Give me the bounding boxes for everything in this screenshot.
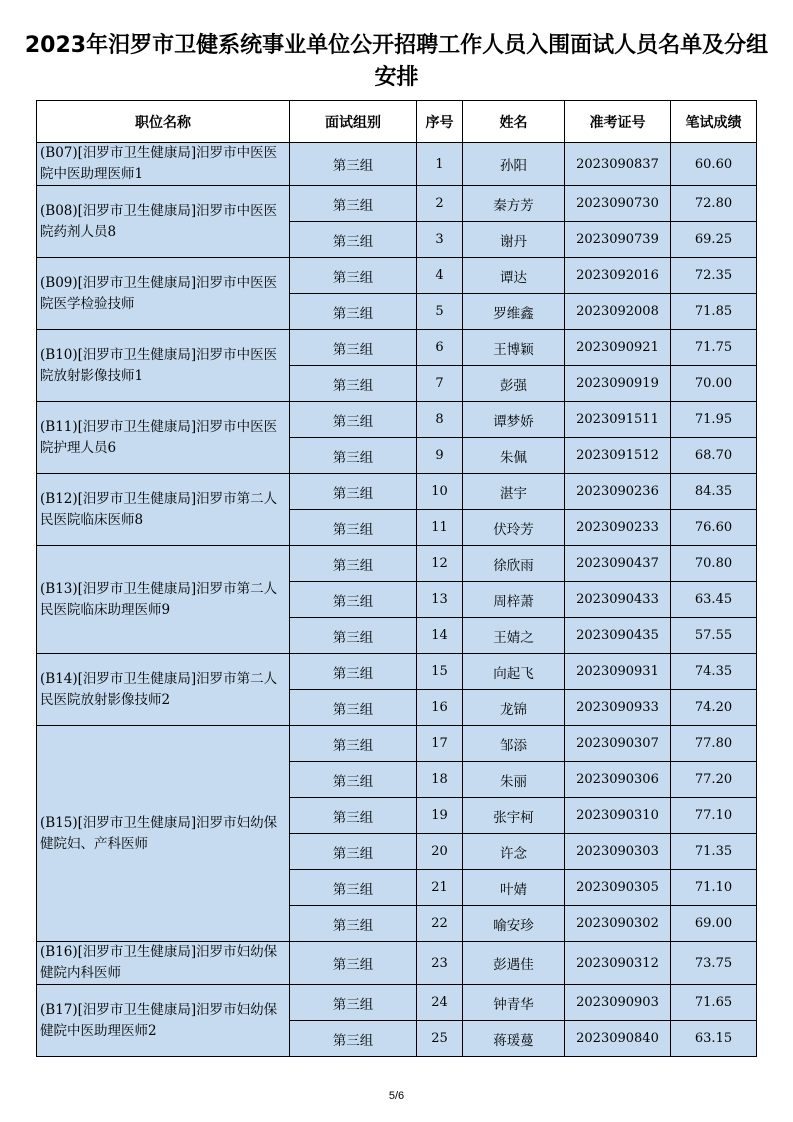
table-row: [37, 985, 757, 1021]
serial-number: 5: [417, 294, 463, 330]
admission-ticket: 2023090931: [565, 654, 671, 690]
serial-number: 11: [417, 510, 463, 546]
admission-ticket: 2023092016: [565, 258, 671, 294]
table-row: [37, 474, 757, 510]
written-score: 69.00: [671, 906, 757, 942]
candidate-name: 谢丹: [463, 222, 565, 258]
header-position: 职位名称: [37, 101, 290, 143]
admission-ticket: 2023090903: [565, 985, 671, 1021]
interview-group: 第三组: [290, 546, 417, 582]
table-row: [37, 942, 757, 985]
interview-group: 第三组: [290, 762, 417, 798]
candidate-name: 秦方芳: [463, 186, 565, 222]
interview-group: 第三组: [290, 654, 417, 690]
admission-ticket: 2023090840: [565, 1021, 671, 1057]
interview-group: 第三组: [290, 330, 417, 366]
candidate-name: 伏玲芳: [463, 510, 565, 546]
serial-number: 4: [417, 258, 463, 294]
admission-ticket: 2023090302: [565, 906, 671, 942]
candidate-name: 谭梦娇: [463, 402, 565, 438]
candidate-name: 朱丽: [463, 762, 565, 798]
position-name: (B07)[汨罗市卫生健康局]汨罗市中医医院中医助理医师1: [37, 143, 290, 186]
serial-number: 8: [417, 402, 463, 438]
header-ticket: 准考证号: [565, 101, 671, 143]
serial-number: 22: [417, 906, 463, 942]
position-name: (B14)[汨罗市卫生健康局]汨罗市第二人民医院放射影像技师2: [37, 654, 290, 726]
admission-ticket: 2023090303: [565, 834, 671, 870]
table-row: [37, 726, 757, 762]
written-score: 71.85: [671, 294, 757, 330]
interview-group: 第三组: [290, 222, 417, 258]
candidate-name: 叶婧: [463, 870, 565, 906]
admission-ticket: 2023090921: [565, 330, 671, 366]
interview-group: 第三组: [290, 798, 417, 834]
admission-ticket: 2023092008: [565, 294, 671, 330]
admission-ticket: 2023090933: [565, 690, 671, 726]
admission-ticket: 2023091511: [565, 402, 671, 438]
table-row: [37, 402, 757, 438]
table-row: [37, 330, 757, 366]
candidate-name: 许念: [463, 834, 565, 870]
serial-number: 14: [417, 618, 463, 654]
header-group: 面试组别: [290, 101, 417, 143]
interview-group: 第三组: [290, 402, 417, 438]
written-score: 70.00: [671, 366, 757, 402]
admission-ticket: 2023090739: [565, 222, 671, 258]
admission-ticket: 2023090435: [565, 618, 671, 654]
position-name: (B16)[汨罗市卫生健康局]汨罗市妇幼保健院内科医师: [37, 942, 290, 985]
interview-group: 第三组: [290, 294, 417, 330]
serial-number: 13: [417, 582, 463, 618]
table-row: [37, 258, 757, 294]
serial-number: 7: [417, 366, 463, 402]
interview-group: 第三组: [290, 582, 417, 618]
written-score: 63.15: [671, 1021, 757, 1057]
interview-group: 第三组: [290, 942, 417, 985]
serial-number: 16: [417, 690, 463, 726]
serial-number: 19: [417, 798, 463, 834]
written-score: 76.60: [671, 510, 757, 546]
header-score: 笔试成绩: [671, 101, 757, 143]
position-name: (B08)[汨罗市卫生健康局]汨罗市中医医院药剂人员8: [37, 186, 290, 258]
serial-number: 9: [417, 438, 463, 474]
position-name: (B12)[汨罗市卫生健康局]汨罗市第二人民医院临床医师8: [37, 474, 290, 546]
written-score: 77.80: [671, 726, 757, 762]
table-row: [37, 546, 757, 582]
written-score: 84.35: [671, 474, 757, 510]
admission-ticket: 2023090233: [565, 510, 671, 546]
written-score: 57.55: [671, 618, 757, 654]
written-score: 69.25: [671, 222, 757, 258]
position-name: (B15)[汨罗市卫生健康局]汨罗市妇幼保健院妇、产科医师: [37, 726, 290, 942]
table-body: [37, 143, 757, 1057]
candidate-table: [36, 100, 757, 1057]
written-score: 77.20: [671, 762, 757, 798]
candidate-name: 王婧之: [463, 618, 565, 654]
candidate-name: 彭遇佳: [463, 942, 565, 985]
interview-group: 第三组: [290, 143, 417, 186]
candidate-name: 朱佩: [463, 438, 565, 474]
interview-group: 第三组: [290, 870, 417, 906]
serial-number: 10: [417, 474, 463, 510]
serial-number: 21: [417, 870, 463, 906]
candidate-name: 彭强: [463, 366, 565, 402]
header-number: 序号: [417, 101, 463, 143]
position-name: (B13)[汨罗市卫生健康局]汨罗市第二人民医院临床助理医师9: [37, 546, 290, 654]
candidate-name: 徐欣雨: [463, 546, 565, 582]
serial-number: 6: [417, 330, 463, 366]
candidate-name: 邹添: [463, 726, 565, 762]
page-number: 5/6: [388, 1090, 405, 1102]
candidate-name: 向起飞: [463, 654, 565, 690]
serial-number: 1: [417, 143, 463, 186]
position-name: (B10)[汨罗市卫生健康局]汨罗市中医医院放射影像技师1: [37, 330, 290, 402]
written-score: 71.35: [671, 834, 757, 870]
interview-group: 第三组: [290, 366, 417, 402]
page-title: 2023年汨罗市卫健系统事业单位公开招聘工作人员入围面试人员名单及分组安排: [24, 33, 769, 90]
interview-group: 第三组: [290, 834, 417, 870]
serial-number: 12: [417, 546, 463, 582]
candidate-name: 喻安珍: [463, 906, 565, 942]
serial-number: 15: [417, 654, 463, 690]
written-score: 68.70: [671, 438, 757, 474]
position-name: (B17)[汨罗市卫生健康局]汨罗市妇幼保健院中医助理医师2: [37, 985, 290, 1057]
admission-ticket: 2023090305: [565, 870, 671, 906]
serial-number: 20: [417, 834, 463, 870]
written-score: 71.75: [671, 330, 757, 366]
table-row: [37, 143, 757, 186]
serial-number: 2: [417, 186, 463, 222]
written-score: 72.35: [671, 258, 757, 294]
admission-ticket: 2023090312: [565, 942, 671, 985]
serial-number: 3: [417, 222, 463, 258]
interview-group: 第三组: [290, 1021, 417, 1057]
table-header-row: [37, 101, 757, 143]
interview-group: 第三组: [290, 510, 417, 546]
written-score: 77.10: [671, 798, 757, 834]
table-row: [37, 654, 757, 690]
written-score: 70.80: [671, 546, 757, 582]
written-score: 72.80: [671, 186, 757, 222]
admission-ticket: 2023090310: [565, 798, 671, 834]
written-score: 73.75: [671, 942, 757, 985]
position-name: (B11)[汨罗市卫生健康局]汨罗市中医医院护理人员6: [37, 402, 290, 474]
candidate-name: 周梓萧: [463, 582, 565, 618]
interview-group: 第三组: [290, 985, 417, 1021]
serial-number: 23: [417, 942, 463, 985]
admission-ticket: 2023090919: [565, 366, 671, 402]
admission-ticket: 2023091512: [565, 438, 671, 474]
serial-number: 18: [417, 762, 463, 798]
candidate-name: 孙阳: [463, 143, 565, 186]
written-score: 74.20: [671, 690, 757, 726]
admission-ticket: 2023090307: [565, 726, 671, 762]
admission-ticket: 2023090730: [565, 186, 671, 222]
serial-number: 25: [417, 1021, 463, 1057]
written-score: 74.35: [671, 654, 757, 690]
candidate-name: 罗维鑫: [463, 294, 565, 330]
candidate-name: 蒋瑗蔓: [463, 1021, 565, 1057]
admission-ticket: 2023090433: [565, 582, 671, 618]
candidate-name: 龙锦: [463, 690, 565, 726]
interview-group: 第三组: [290, 690, 417, 726]
admission-ticket: 2023090437: [565, 546, 671, 582]
table-row: [37, 186, 757, 222]
candidate-name: 王博颖: [463, 330, 565, 366]
admission-ticket: 2023090837: [565, 143, 671, 186]
interview-group: 第三组: [290, 618, 417, 654]
written-score: 71.95: [671, 402, 757, 438]
interview-group: 第三组: [290, 906, 417, 942]
written-score: 71.10: [671, 870, 757, 906]
interview-group: 第三组: [290, 186, 417, 222]
interview-group: 第三组: [290, 438, 417, 474]
serial-number: 24: [417, 985, 463, 1021]
interview-group: 第三组: [290, 474, 417, 510]
written-score: 71.65: [671, 985, 757, 1021]
written-score: 63.45: [671, 582, 757, 618]
candidate-name: 张宇柯: [463, 798, 565, 834]
position-name: (B09)[汨罗市卫生健康局]汨罗市中医医院医学检验技师: [37, 258, 290, 330]
admission-ticket: 2023090236: [565, 474, 671, 510]
header-name: 姓名: [463, 101, 565, 143]
candidate-name: 谭达: [463, 258, 565, 294]
candidate-name: 湛宇: [463, 474, 565, 510]
admission-ticket: 2023090306: [565, 762, 671, 798]
interview-group: 第三组: [290, 726, 417, 762]
interview-group: 第三组: [290, 258, 417, 294]
candidate-name: 钟青华: [463, 985, 565, 1021]
written-score: 60.60: [671, 143, 757, 186]
serial-number: 17: [417, 726, 463, 762]
